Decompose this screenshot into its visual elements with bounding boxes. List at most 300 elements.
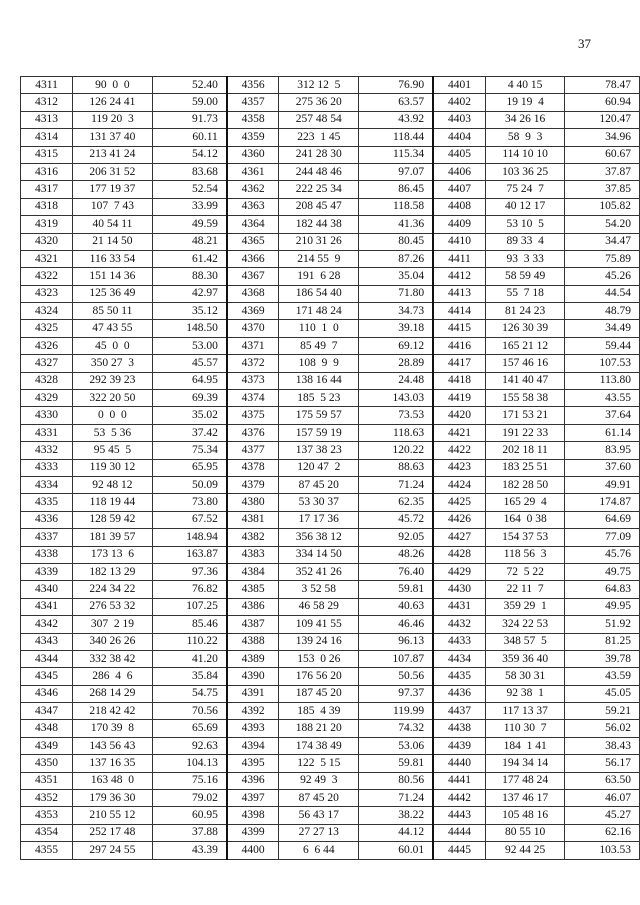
distance-value-cell: 56.17 — [565, 755, 640, 772]
distance-value-cell: 53.00 — [152, 337, 227, 354]
angle-value-cell: 122 5 15 — [279, 755, 359, 772]
table-row — [21, 494, 640, 511]
table-row — [21, 181, 640, 198]
angle-value-cell: 184 1 41 — [485, 737, 565, 754]
distance-value-cell: 43.39 — [152, 842, 227, 859]
distance-value-cell: 37.87 — [565, 163, 640, 180]
angle-value-cell: 202 18 11 — [485, 442, 565, 459]
distance-value-cell: 37.60 — [565, 459, 640, 476]
angle-value-cell: 137 46 17 — [485, 790, 565, 807]
distance-value-cell: 39.78 — [565, 650, 640, 667]
point-number-cell: 4398 — [227, 807, 279, 824]
point-number-cell: 4357 — [227, 94, 279, 111]
distance-value-cell: 113.80 — [565, 372, 640, 389]
point-number-cell: 4434 — [433, 650, 485, 667]
point-number-cell: 4429 — [433, 563, 485, 580]
point-number-cell: 4328 — [21, 372, 73, 389]
table-row — [21, 581, 640, 598]
angle-value-cell: 297 24 55 — [73, 842, 153, 859]
point-number-cell: 4321 — [21, 250, 73, 267]
angle-value-cell: 137 16 35 — [73, 755, 153, 772]
point-number-cell: 4417 — [433, 355, 485, 372]
distance-value-cell: 59.44 — [565, 337, 640, 354]
point-number-cell: 4414 — [433, 303, 485, 320]
point-number-cell: 4372 — [227, 355, 279, 372]
table-row — [21, 337, 640, 354]
angle-value-cell: 81 24 23 — [485, 303, 565, 320]
angle-value-cell: 340 26 26 — [73, 633, 153, 650]
angle-value-cell: 114 10 10 — [485, 146, 565, 163]
point-number-cell: 4396 — [227, 772, 279, 789]
angle-value-cell: 103 36 25 — [485, 163, 565, 180]
distance-value-cell: 92.05 — [359, 529, 434, 546]
distance-value-cell: 103.53 — [565, 842, 640, 859]
distance-value-cell: 120.47 — [565, 111, 640, 128]
angle-value-cell: 276 53 32 — [73, 598, 153, 615]
distance-value-cell: 76.82 — [152, 581, 227, 598]
point-number-cell: 4439 — [433, 737, 485, 754]
point-number-cell: 4353 — [21, 807, 73, 824]
distance-value-cell: 43.55 — [565, 390, 640, 407]
angle-value-cell: 118 56 3 — [485, 546, 565, 563]
point-number-cell: 4363 — [227, 198, 279, 215]
distance-value-cell: 65.69 — [152, 720, 227, 737]
angle-value-cell: 105 48 16 — [485, 807, 565, 824]
distance-value-cell: 85.46 — [152, 616, 227, 633]
point-number-cell: 4311 — [21, 77, 73, 94]
distance-value-cell: 52.54 — [152, 181, 227, 198]
angle-value-cell: 324 22 53 — [485, 616, 565, 633]
angle-value-cell: 92 44 25 — [485, 842, 565, 859]
point-number-cell: 4373 — [227, 372, 279, 389]
point-number-cell: 4345 — [21, 668, 73, 685]
angle-value-cell: 165 21 12 — [485, 337, 565, 354]
point-number-cell: 4403 — [433, 111, 485, 128]
table-row — [21, 824, 640, 841]
point-number-cell: 4361 — [227, 163, 279, 180]
distance-value-cell: 97.36 — [152, 563, 227, 580]
distance-value-cell: 37.88 — [152, 824, 227, 841]
angle-value-cell: 141 40 47 — [485, 372, 565, 389]
angle-value-cell: 170 39 8 — [73, 720, 153, 737]
distance-value-cell: 37.42 — [152, 424, 227, 441]
point-number-cell: 4367 — [227, 268, 279, 285]
point-number-cell: 4329 — [21, 390, 73, 407]
distance-value-cell: 48.26 — [359, 546, 434, 563]
point-number-cell: 4411 — [433, 250, 485, 267]
point-number-cell: 4395 — [227, 755, 279, 772]
angle-value-cell: 151 14 36 — [73, 268, 153, 285]
distance-value-cell: 75.34 — [152, 442, 227, 459]
point-number-cell: 4338 — [21, 546, 73, 563]
point-number-cell: 4387 — [227, 616, 279, 633]
angle-value-cell: 138 16 44 — [279, 372, 359, 389]
distance-value-cell: 37.64 — [565, 407, 640, 424]
point-number-cell: 4347 — [21, 703, 73, 720]
angle-value-cell: 322 20 50 — [73, 390, 153, 407]
angle-value-cell: 40 54 11 — [73, 216, 153, 233]
point-number-cell: 4366 — [227, 250, 279, 267]
point-number-cell: 4425 — [433, 494, 485, 511]
point-number-cell: 4364 — [227, 216, 279, 233]
distance-value-cell: 45.27 — [565, 807, 640, 824]
distance-value-cell: 71.24 — [359, 790, 434, 807]
angle-value-cell: 92 48 12 — [73, 476, 153, 493]
point-number-cell: 4437 — [433, 703, 485, 720]
angle-value-cell: 3 52 58 — [279, 581, 359, 598]
point-number-cell: 4370 — [227, 320, 279, 337]
distance-value-cell: 44.12 — [359, 824, 434, 841]
distance-value-cell: 56.02 — [565, 720, 640, 737]
point-number-cell: 4344 — [21, 650, 73, 667]
distance-value-cell: 59.21 — [565, 703, 640, 720]
distance-value-cell: 61.14 — [565, 424, 640, 441]
angle-value-cell: 85 49 7 — [279, 337, 359, 354]
point-number-cell: 4332 — [21, 442, 73, 459]
angle-value-cell: 95 45 5 — [73, 442, 153, 459]
point-number-cell: 4397 — [227, 790, 279, 807]
point-number-cell: 4445 — [433, 842, 485, 859]
survey-table — [20, 76, 640, 860]
angle-value-cell: 47 43 55 — [73, 320, 153, 337]
point-number-cell: 4402 — [433, 94, 485, 111]
distance-value-cell: 73.53 — [359, 407, 434, 424]
point-number-cell: 4389 — [227, 650, 279, 667]
table-row — [21, 163, 640, 180]
distance-value-cell: 45.72 — [359, 511, 434, 528]
point-number-cell: 4368 — [227, 285, 279, 302]
table-row — [21, 685, 640, 702]
table-row — [21, 111, 640, 128]
angle-value-cell: 153 0 26 — [279, 650, 359, 667]
angle-value-cell: 210 31 26 — [279, 233, 359, 250]
point-number-cell: 4371 — [227, 337, 279, 354]
angle-value-cell: 46 58 29 — [279, 598, 359, 615]
point-number-cell: 4385 — [227, 581, 279, 598]
distance-value-cell: 34.73 — [359, 303, 434, 320]
point-number-cell: 4424 — [433, 476, 485, 493]
distance-value-cell: 45.76 — [565, 546, 640, 563]
angle-value-cell: 58 59 49 — [485, 268, 565, 285]
table-row — [21, 790, 640, 807]
distance-value-cell: 50.09 — [152, 476, 227, 493]
distance-value-cell: 67.52 — [152, 511, 227, 528]
angle-value-cell: 186 54 40 — [279, 285, 359, 302]
distance-value-cell: 69.39 — [152, 390, 227, 407]
angle-value-cell: 332 38 42 — [73, 650, 153, 667]
distance-value-cell: 65.95 — [152, 459, 227, 476]
angle-value-cell: 45 0 0 — [73, 337, 153, 354]
table-row — [21, 198, 640, 215]
distance-value-cell: 35.04 — [359, 268, 434, 285]
angle-value-cell: 155 58 38 — [485, 390, 565, 407]
angle-value-cell: 58 9 3 — [485, 129, 565, 146]
table-row — [21, 720, 640, 737]
distance-value-cell: 61.42 — [152, 250, 227, 267]
distance-value-cell: 69.12 — [359, 337, 434, 354]
table-row — [21, 633, 640, 650]
distance-value-cell: 24.48 — [359, 372, 434, 389]
point-number-cell: 4410 — [433, 233, 485, 250]
distance-value-cell: 174.87 — [565, 494, 640, 511]
angle-value-cell: 177 19 37 — [73, 181, 153, 198]
point-number-cell: 4415 — [433, 320, 485, 337]
table-row — [21, 807, 640, 824]
distance-value-cell: 148.50 — [152, 320, 227, 337]
angle-value-cell: 85 50 11 — [73, 303, 153, 320]
angle-value-cell: 126 24 41 — [73, 94, 153, 111]
distance-value-cell: 62.35 — [359, 494, 434, 511]
point-number-cell: 4337 — [21, 529, 73, 546]
distance-value-cell: 49.91 — [565, 476, 640, 493]
point-number-cell: 4331 — [21, 424, 73, 441]
angle-value-cell: 185 5 23 — [279, 390, 359, 407]
angle-value-cell: 89 33 4 — [485, 233, 565, 250]
angle-value-cell: 126 30 39 — [485, 320, 565, 337]
point-number-cell: 4381 — [227, 511, 279, 528]
point-number-cell: 4362 — [227, 181, 279, 198]
point-number-cell: 4360 — [227, 146, 279, 163]
angle-value-cell: 183 25 51 — [485, 459, 565, 476]
distance-value-cell: 38.22 — [359, 807, 434, 824]
distance-value-cell: 60.94 — [565, 94, 640, 111]
table-row — [21, 737, 640, 754]
distance-value-cell: 80.56 — [359, 772, 434, 789]
distance-value-cell: 35.02 — [152, 407, 227, 424]
table-row — [21, 459, 640, 476]
point-number-cell: 4418 — [433, 372, 485, 389]
point-number-cell: 4312 — [21, 94, 73, 111]
distance-value-cell: 54.20 — [565, 216, 640, 233]
table-row — [21, 216, 640, 233]
distance-value-cell: 33.99 — [152, 198, 227, 215]
point-number-cell: 4432 — [433, 616, 485, 633]
point-number-cell: 4443 — [433, 807, 485, 824]
page-number: 37 — [578, 36, 591, 51]
point-number-cell: 4408 — [433, 198, 485, 215]
point-number-cell: 4426 — [433, 511, 485, 528]
angle-value-cell: 224 34 22 — [73, 581, 153, 598]
angle-value-cell: 0 0 0 — [73, 407, 153, 424]
distance-value-cell: 83.68 — [152, 163, 227, 180]
point-number-cell: 4444 — [433, 824, 485, 841]
angle-value-cell: 157 46 16 — [485, 355, 565, 372]
table-row — [21, 146, 640, 163]
distance-value-cell: 50.56 — [359, 668, 434, 685]
angle-value-cell: 110 1 0 — [279, 320, 359, 337]
angle-value-cell: 119 20 3 — [73, 111, 153, 128]
angle-value-cell: 359 29 1 — [485, 598, 565, 615]
distance-value-cell: 41.36 — [359, 216, 434, 233]
point-number-cell: 4383 — [227, 546, 279, 563]
angle-value-cell: 93 3 33 — [485, 250, 565, 267]
point-number-cell: 4404 — [433, 129, 485, 146]
table-row — [21, 303, 640, 320]
point-number-cell: 4435 — [433, 668, 485, 685]
point-number-cell: 4358 — [227, 111, 279, 128]
angle-value-cell: 257 48 54 — [279, 111, 359, 128]
point-number-cell: 4365 — [227, 233, 279, 250]
distance-value-cell: 75.16 — [152, 772, 227, 789]
distance-value-cell: 40.63 — [359, 598, 434, 615]
distance-value-cell: 35.12 — [152, 303, 227, 320]
distance-value-cell: 45.05 — [565, 685, 640, 702]
angle-value-cell: 173 13 6 — [73, 546, 153, 563]
point-number-cell: 4336 — [21, 511, 73, 528]
point-number-cell: 4406 — [433, 163, 485, 180]
distance-value-cell: 59.81 — [359, 755, 434, 772]
point-number-cell: 4378 — [227, 459, 279, 476]
distance-value-cell: 107.87 — [359, 650, 434, 667]
angle-value-cell: 185 4 39 — [279, 703, 359, 720]
distance-value-cell: 45.26 — [565, 268, 640, 285]
point-number-cell: 4416 — [433, 337, 485, 354]
angle-value-cell: 80 55 10 — [485, 824, 565, 841]
distance-value-cell: 80.45 — [359, 233, 434, 250]
angle-value-cell: 213 41 24 — [73, 146, 153, 163]
point-number-cell: 4399 — [227, 824, 279, 841]
angle-value-cell: 125 36 49 — [73, 285, 153, 302]
angle-value-cell: 307 2 19 — [73, 616, 153, 633]
distance-value-cell: 107.25 — [152, 598, 227, 615]
distance-value-cell: 118.58 — [359, 198, 434, 215]
distance-value-cell: 41.20 — [152, 650, 227, 667]
distance-value-cell: 59.00 — [152, 94, 227, 111]
distance-value-cell: 38.43 — [565, 737, 640, 754]
distance-value-cell: 37.85 — [565, 181, 640, 198]
table-row — [21, 668, 640, 685]
distance-value-cell: 77.09 — [565, 529, 640, 546]
table-row — [21, 650, 640, 667]
distance-value-cell: 97.07 — [359, 163, 434, 180]
point-number-cell: 4422 — [433, 442, 485, 459]
table-row — [21, 703, 640, 720]
point-number-cell: 4315 — [21, 146, 73, 163]
angle-value-cell: 75 24 7 — [485, 181, 565, 198]
distance-value-cell: 118.63 — [359, 424, 434, 441]
table-row — [21, 598, 640, 615]
point-number-cell: 4384 — [227, 563, 279, 580]
point-number-cell: 4390 — [227, 668, 279, 685]
angle-value-cell: 4 40 15 — [485, 77, 565, 94]
point-number-cell: 4333 — [21, 459, 73, 476]
angle-value-cell: 34 26 16 — [485, 111, 565, 128]
angle-value-cell: 90 0 0 — [73, 77, 153, 94]
angle-value-cell: 350 27 3 — [73, 355, 153, 372]
distance-value-cell: 163.87 — [152, 546, 227, 563]
angle-value-cell: 87 45 20 — [279, 476, 359, 493]
table-row — [21, 355, 640, 372]
distance-value-cell: 71.24 — [359, 476, 434, 493]
angle-value-cell: 275 36 20 — [279, 94, 359, 111]
distance-value-cell: 48.79 — [565, 303, 640, 320]
distance-value-cell: 104.13 — [152, 755, 227, 772]
angle-value-cell: 206 31 52 — [73, 163, 153, 180]
angle-value-cell: 154 37 53 — [485, 529, 565, 546]
distance-value-cell: 39.18 — [359, 320, 434, 337]
angle-value-cell: 191 22 33 — [485, 424, 565, 441]
point-number-cell: 4349 — [21, 737, 73, 754]
distance-value-cell: 119.99 — [359, 703, 434, 720]
angle-value-cell: 348 57 5 — [485, 633, 565, 650]
angle-value-cell: 163 48 0 — [73, 772, 153, 789]
angle-value-cell: 286 4 6 — [73, 668, 153, 685]
distance-value-cell: 51.92 — [565, 616, 640, 633]
point-number-cell: 4334 — [21, 476, 73, 493]
table-row — [21, 233, 640, 250]
distance-value-cell: 97.37 — [359, 685, 434, 702]
angle-value-cell: 128 59 42 — [73, 511, 153, 528]
angle-value-cell: 191 6 28 — [279, 268, 359, 285]
table-row — [21, 842, 640, 859]
distance-value-cell: 79.02 — [152, 790, 227, 807]
point-number-cell: 4442 — [433, 790, 485, 807]
distance-value-cell: 49.75 — [565, 563, 640, 580]
angle-value-cell: 223 1 45 — [279, 129, 359, 146]
point-number-cell: 4316 — [21, 163, 73, 180]
point-number-cell: 4352 — [21, 790, 73, 807]
point-number-cell: 4324 — [21, 303, 73, 320]
angle-value-cell: 171 48 24 — [279, 303, 359, 320]
angle-value-cell: 164 0 38 — [485, 511, 565, 528]
angle-value-cell: 194 34 14 — [485, 755, 565, 772]
angle-value-cell: 131 37 40 — [73, 129, 153, 146]
distance-value-cell: 43.92 — [359, 111, 434, 128]
point-number-cell: 4320 — [21, 233, 73, 250]
distance-value-cell: 43.59 — [565, 668, 640, 685]
angle-value-cell: 182 44 38 — [279, 216, 359, 233]
distance-value-cell: 105.82 — [565, 198, 640, 215]
distance-value-cell: 96.13 — [359, 633, 434, 650]
distance-value-cell: 46.07 — [565, 790, 640, 807]
angle-value-cell: 165 29 4 — [485, 494, 565, 511]
distance-value-cell: 54.75 — [152, 685, 227, 702]
point-number-cell: 4433 — [433, 633, 485, 650]
point-number-cell: 4392 — [227, 703, 279, 720]
point-number-cell: 4326 — [21, 337, 73, 354]
table-row — [21, 616, 640, 633]
point-number-cell: 4341 — [21, 598, 73, 615]
survey-table-body — [21, 77, 640, 860]
table-row — [21, 563, 640, 580]
table-row — [21, 250, 640, 267]
angle-value-cell: 120 47 2 — [279, 459, 359, 476]
angle-value-cell: 53 30 37 — [279, 494, 359, 511]
distance-value-cell: 59.81 — [359, 581, 434, 598]
point-number-cell: 4386 — [227, 598, 279, 615]
distance-value-cell: 60.67 — [565, 146, 640, 163]
angle-value-cell: 268 14 29 — [73, 685, 153, 702]
point-number-cell: 4428 — [433, 546, 485, 563]
distance-value-cell: 88.30 — [152, 268, 227, 285]
table-row — [21, 442, 640, 459]
angle-value-cell: 157 59 19 — [279, 424, 359, 441]
table-row — [21, 285, 640, 302]
point-number-cell: 4377 — [227, 442, 279, 459]
distance-value-cell: 63.57 — [359, 94, 434, 111]
point-number-cell: 4401 — [433, 77, 485, 94]
angle-value-cell: 181 39 57 — [73, 529, 153, 546]
point-number-cell: 4440 — [433, 755, 485, 772]
distance-value-cell: 44.54 — [565, 285, 640, 302]
point-number-cell: 4421 — [433, 424, 485, 441]
point-number-cell: 4313 — [21, 111, 73, 128]
angle-value-cell: 208 45 47 — [279, 198, 359, 215]
distance-value-cell: 83.95 — [565, 442, 640, 459]
table-row — [21, 77, 640, 94]
angle-value-cell: 356 38 12 — [279, 529, 359, 546]
distance-value-cell: 54.12 — [152, 146, 227, 163]
